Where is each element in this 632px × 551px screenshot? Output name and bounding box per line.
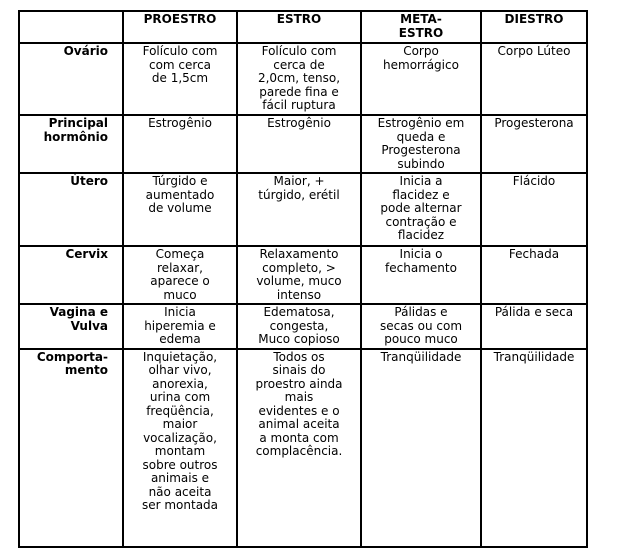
cell-vagina-metaestro (361, 304, 481, 349)
row-label-vagina-line1: Vagina e (49, 305, 108, 319)
cell-utero-proestro-text: Túrgido e aumentado de volume (145, 174, 215, 215)
header-diestro: DIESTRO (481, 11, 587, 43)
row-label-utero: Útero (19, 173, 123, 246)
cell-utero-estro-text: Maior, + túrgido, erétil (258, 174, 340, 202)
cell-ovario-proestro-text: Folículo com com cerca de 1,5cm (142, 44, 218, 85)
row-cervix (19, 246, 587, 304)
cell-cervix-estro-text: Relaxamento completo, > volume, muco intenso (256, 247, 342, 302)
row-label-hormonio-line2: hormônio (43, 129, 108, 144)
cell-cervix-proestro-text: Começa relaxar, aparece o muco (150, 247, 210, 302)
row-label-comportamento (19, 349, 123, 547)
cell-vagina-proestro (123, 304, 237, 349)
cell-comportamento-estro (237, 349, 361, 547)
cell-vagina-estro (237, 304, 361, 349)
row-comportamento (19, 349, 587, 547)
cell-vagina-diestro: Pálida e seca (481, 304, 587, 349)
cell-hormonio-estro: Estrogênio (237, 115, 361, 173)
row-vagina (19, 304, 587, 349)
cell-comportamento-estro-text: Todos os sinais do proestro ainda mais evidentes e o animal aceita a monta com complacência. (255, 349, 343, 458)
row-label-ovario: Ovário (19, 43, 123, 115)
cell-hormonio-diestro: Progesterona (481, 115, 587, 173)
cell-cervix-metaestro (361, 246, 481, 304)
cell-cervix-estro (237, 246, 361, 304)
row-label-cervix: Cervix (19, 246, 123, 304)
cell-utero-metaestro (361, 173, 481, 246)
cell-ovario-metaestro (361, 43, 481, 115)
cell-vagina-estro-text: Edematosa, congesta, Muco copioso (258, 305, 340, 346)
cell-comportamento-diestro: Tranqüilidade (481, 349, 587, 547)
cell-ovario-diestro: Corpo Lúteo (481, 43, 587, 115)
cell-utero-estro (237, 173, 361, 246)
cell-cervix-diestro: Fechada (481, 246, 587, 304)
header-metaestro (361, 11, 481, 43)
cell-hormonio-metaestro-text: Estrogênio em queda e Progesterona subindo (377, 116, 465, 171)
cell-vagina-metaestro-text: Pálidas e secas ou com pouco muco (379, 305, 463, 346)
header-row (19, 11, 587, 43)
cell-vagina-proestro-text: Inicia hiperemia e edema (144, 305, 216, 346)
cell-hormonio-metaestro (361, 115, 481, 173)
row-label-vagina-line2: Vulva (70, 318, 108, 333)
cell-comportamento-proestro (123, 349, 237, 547)
cell-cervix-metaestro-text: Inicia o fechamento (385, 247, 457, 275)
cell-comportamento-metaestro: Tranqüilidade (361, 349, 481, 547)
header-metaestro-line2: ESTRO (398, 25, 444, 40)
row-hormonio (19, 115, 587, 173)
row-label-hormonio (19, 115, 123, 173)
cell-ovario-estro (237, 43, 361, 115)
cell-utero-proestro (123, 173, 237, 246)
cell-utero-diestro: Flácido (481, 173, 587, 246)
row-utero (19, 173, 587, 246)
cell-utero-metaestro-text: Inicia a flacidez e pode alternar contração e flacidez (380, 174, 462, 242)
row-ovario (19, 43, 587, 115)
header-metaestro-line1: META- (400, 12, 442, 26)
cell-ovario-estro-text: Folículo com cerca de 2,0cm, tenso, parede fina e fácil ruptura (257, 44, 341, 112)
cell-ovario-proestro (123, 43, 237, 115)
cell-hormonio-proestro: Estrogênio (123, 115, 237, 173)
cell-comportamento-proestro-text: Inquietação, olhar vivo, anorexia, urina com freqüência, maior vocalização, montam sobre outros animais e não aceita ser montada (141, 349, 219, 512)
cell-cervix-proestro (123, 246, 237, 304)
estrous-cycle-table-wrapper (18, 10, 588, 548)
header-estro: ESTRO (237, 11, 361, 43)
cell-ovario-metaestro-text: Corpo hemorrágico (383, 44, 459, 72)
header-proestro: PROESTRO (123, 11, 237, 43)
row-label-vagina (19, 304, 123, 349)
row-label-comportamento-line2: mento (64, 363, 108, 377)
estrous-cycle-table (18, 10, 588, 548)
row-label-comportamento-line1: Comporta- (36, 349, 108, 364)
row-label-hormonio-line1: Principal (48, 116, 108, 130)
header-corner (19, 11, 123, 43)
